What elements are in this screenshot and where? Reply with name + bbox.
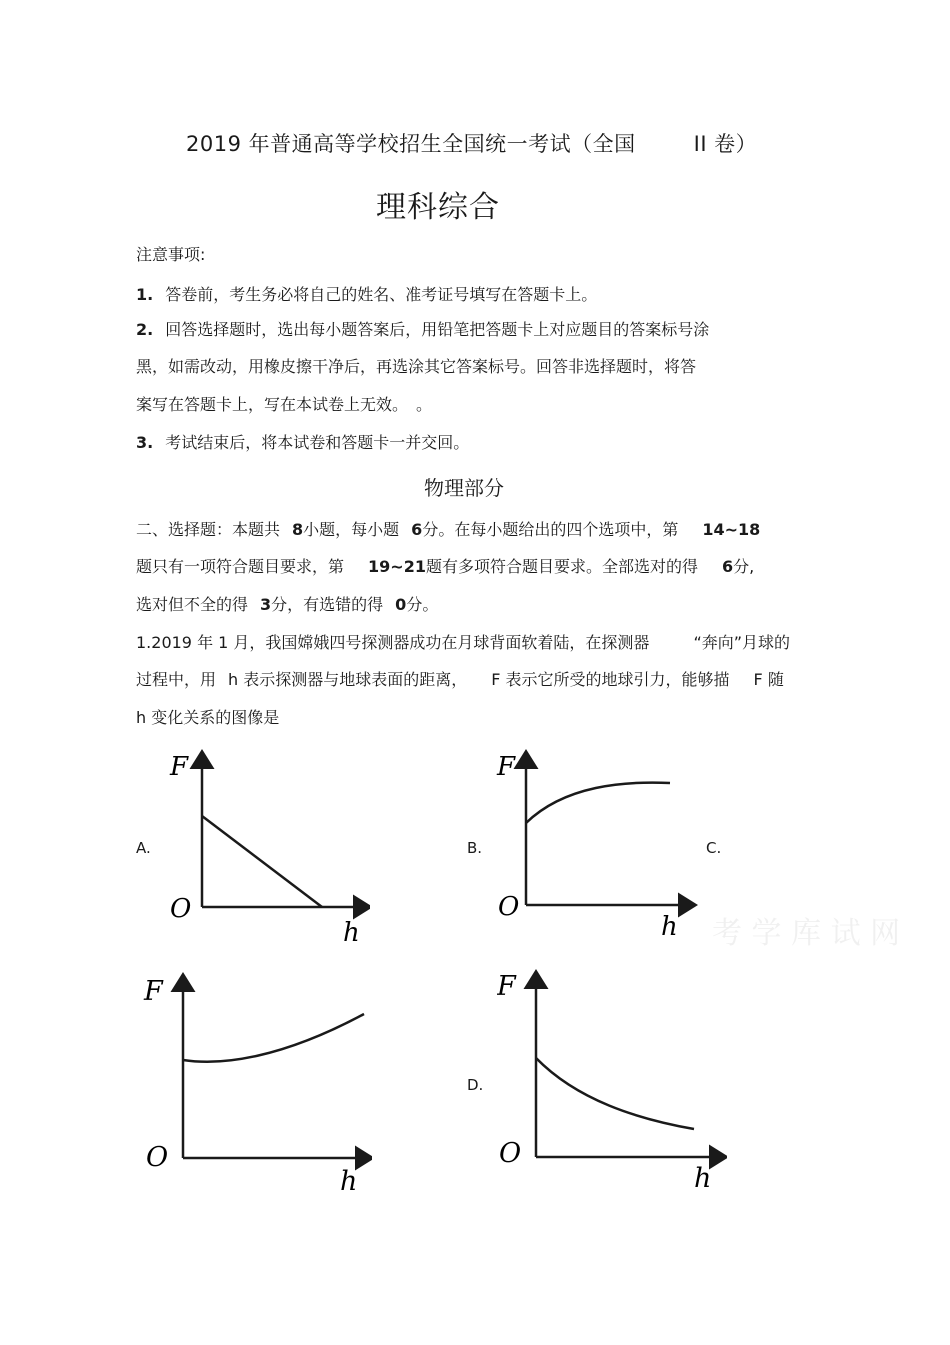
- watermark: 考 学 库 试 网: [712, 916, 901, 951]
- graph-d-origin: O: [499, 1138, 522, 1169]
- question1-line2: 过程中，用 h 表示探测器与地球表面的距离， F 表示它所受的地球引力，能够描 F 随: [136, 670, 784, 689]
- graph-a-y-label: F: [170, 752, 189, 782]
- exam-title: [186, 128, 757, 158]
- notice-item-2-line2: 黑，如需改动，用橡皮擦干净后，再选涂其它答案标号。回答非选择题时，将答: [136, 357, 697, 376]
- notice-heading: 注意事项:: [136, 245, 206, 264]
- question1-line3: h 变化关系的图像是: [136, 708, 280, 727]
- graph-d-y-label: F: [497, 971, 516, 1002]
- option-c-label: C.: [706, 839, 722, 857]
- graph-b-y-label: F: [497, 752, 516, 782]
- graph-c-curve: [183, 1014, 364, 1062]
- option-b-label: B.: [467, 839, 483, 857]
- graph-c-x-label: h: [340, 1166, 358, 1197]
- graph-b-x-label: h: [661, 912, 678, 942]
- notice-item-2-line3: 案写在答题卡上，写在本试卷上无效。 。: [136, 395, 433, 414]
- instructions-line3: 选对但不全的得 3分，有选错的得 0分。: [136, 595, 439, 614]
- instructions-line1: 二、选择题：本题共 8小题，每小题 6分。在每小题给出的四个选项中，第 14~18: [136, 520, 761, 539]
- graph-a-origin: O: [170, 894, 192, 924]
- graph-a-x-label: h: [343, 918, 360, 948]
- graph-d-x-label: h: [694, 1163, 712, 1194]
- instructions-line2: 题只有一项符合题目要求，第 19~21题有多项符合题目要求。全部选对的得 6分,: [136, 557, 755, 576]
- section-title: 物理部分: [424, 476, 504, 500]
- graph-c: [142, 968, 372, 1198]
- option-a-label: A.: [136, 839, 151, 857]
- graph-a: [160, 745, 370, 950]
- graph-b-curve: [526, 783, 670, 823]
- exam-title-right: II 卷）: [693, 132, 758, 156]
- notice-item-1: 1. 答卷前，考生务必将自己的姓名、准考证号填写在答题卡上。: [136, 285, 598, 304]
- exam-subtitle: 理科综合: [376, 190, 500, 225]
- graph-b-origin: O: [498, 892, 520, 922]
- question1-line1: 1.2019 年 1 月，我国嫦娥四号探测器成功在月球背面软着陆，在探测器 “奔向”月球的: [136, 633, 791, 652]
- graph-a-curve: [202, 816, 322, 907]
- exam-title-left: 2019 年普通高等学校招生全国统一考试（全国: [186, 132, 636, 156]
- notice-item-3: 3. 考试结束后，将本试卷和答题卡一并交回。: [136, 433, 470, 452]
- notice-item-2-line1: 2. 回答选择题时，选出每小题答案后，用铅笔把答题卡上对应题目的答案标号涂: [136, 320, 710, 339]
- option-d-label: D.: [467, 1076, 484, 1094]
- graph-d: [497, 965, 727, 1195]
- graph-c-y-label: F: [144, 976, 163, 1007]
- graph-c-origin: O: [146, 1142, 169, 1173]
- graph-b: [495, 745, 705, 945]
- graph-d-curve: [536, 1058, 694, 1129]
